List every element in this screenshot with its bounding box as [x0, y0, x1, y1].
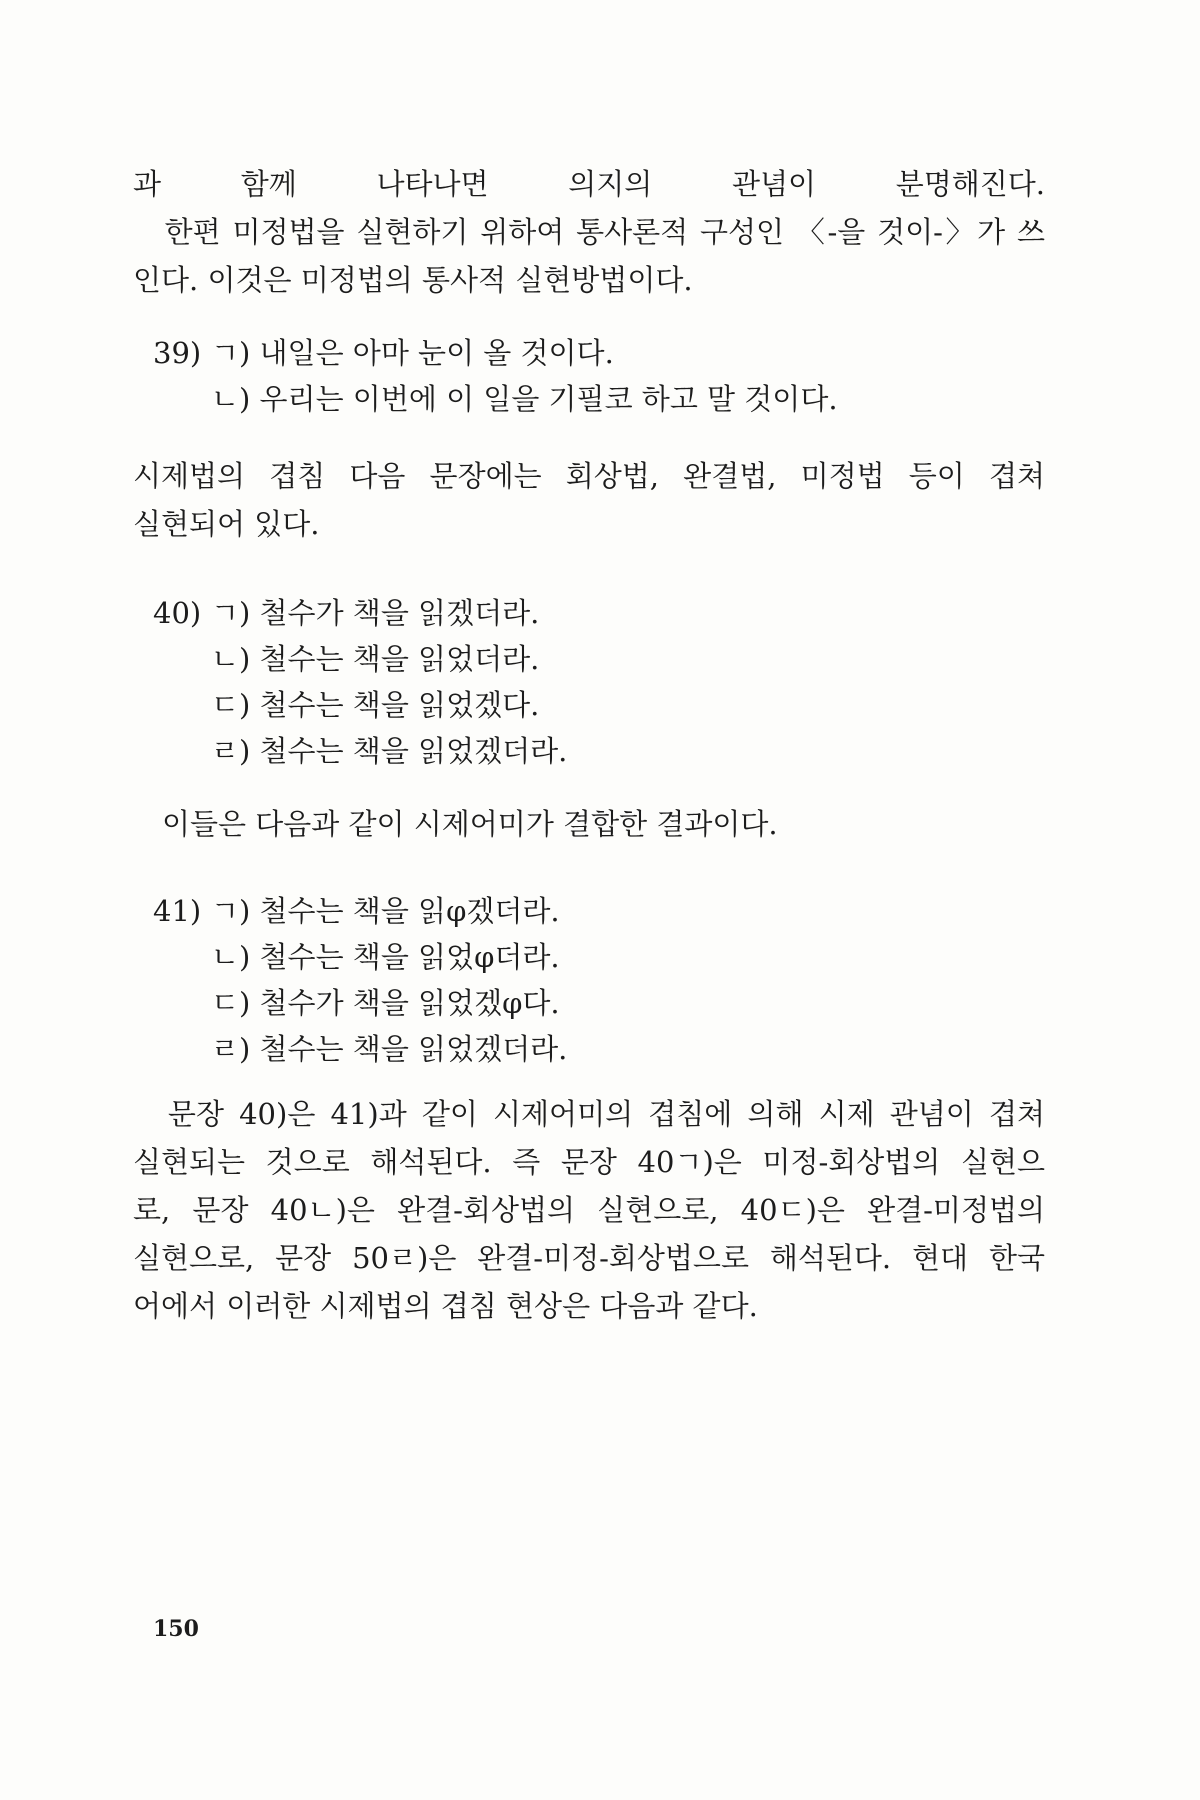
- example-item: 39) ㄱ) 내일은 아마 눈이 올 것이다.: [153, 330, 838, 376]
- paragraph-line: 문장 40)은 41)과 같이 시제어미의 겹침에 의해 시제 관념이 겹쳐: [133, 1097, 1045, 1131]
- paragraph-line: 어에서 이러한 시제법의 겹침 현상은 다음과 같다.: [133, 1289, 758, 1323]
- paragraph-line: 이들은 다음과 같이 시제어미가 결합한 결과이다.: [133, 807, 778, 841]
- paragraph-interpretation: [133, 1090, 1045, 1330]
- example-item: ㄴ) 철수는 책을 읽었φ더라.: [211, 940, 560, 974]
- example-item: ㄴ) 철수는 책을 읽었더라.: [211, 642, 540, 676]
- example-number: 39): [153, 336, 202, 370]
- example-item: 40) ㄱ) 철수가 책을 읽겠더라.: [153, 590, 567, 636]
- paragraph-future-tense-intro: [133, 160, 1045, 304]
- page-number: 150: [153, 1616, 199, 1642]
- example-item: 41) ㄱ) 철수는 책을 읽φ겠더라.: [153, 888, 567, 934]
- example-41: [153, 888, 567, 1072]
- paragraph-line: 시제법의 겹침 다음 문장에는 회상법, 완결법, 미정법 등이 겹쳐: [133, 459, 1045, 493]
- example-39: [153, 330, 838, 422]
- paragraph-line: 한편 미정법을 실현하기 위하여 통사론적 구성인 〈-을 것이-〉가 쓰: [133, 215, 1045, 249]
- example-item: ㄷ) 철수는 책을 읽었겠다.: [211, 688, 540, 722]
- example-number: 40): [153, 596, 202, 630]
- example-number: 41): [153, 894, 202, 928]
- example-item: ㄹ) 철수는 책을 읽었겠더라.: [211, 734, 568, 768]
- example-item: ㄴ) 우리는 이번에 이 일을 기필코 하고 말 것이다.: [211, 382, 838, 416]
- paragraph-line: 실현으로, 문장 50ㄹ)은 완결-미정-회상법으로 해석된다. 현대 한국: [133, 1241, 1045, 1275]
- example-item: ㄹ) 철수는 책을 읽었겠더라.: [211, 1032, 568, 1066]
- paragraph-line: 실현되는 것으로 해석된다. 즉 문장 40ㄱ)은 미정-회상법의 실현으: [133, 1145, 1045, 1179]
- paragraph-tense-overlap: [133, 452, 1045, 548]
- example-item: ㄷ) 철수가 책을 읽었겠φ다.: [211, 986, 560, 1020]
- example-40: [153, 590, 567, 774]
- paragraph-line: 실현되어 있다.: [133, 507, 320, 541]
- paragraph-line: 로, 문장 40ㄴ)은 완결-회상법의 실현으로, 40ㄷ)은 완결-미정법의: [133, 1193, 1045, 1227]
- paragraph-line: 과 함께 나타나면 의지의 관념이 분명해진다.: [133, 167, 1045, 201]
- paragraph-combination: [133, 800, 1045, 848]
- paragraph-line: 인다. 이것은 미정법의 통사적 실현방법이다.: [133, 263, 693, 297]
